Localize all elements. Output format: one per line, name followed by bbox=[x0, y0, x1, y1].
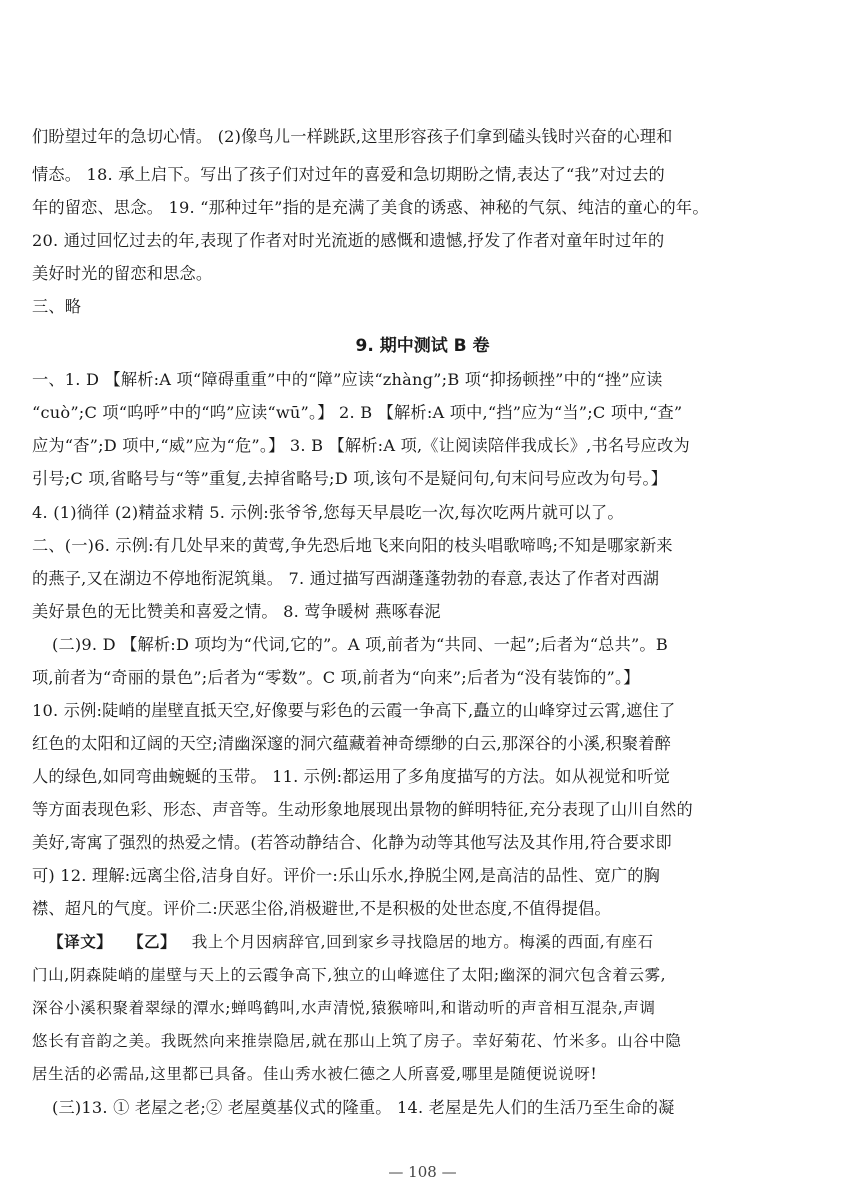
translation-line: 居生活的必需品,这里都已具备。佳山秀水被仁德之人所喜爱,哪里是随便说说呀! bbox=[32, 1065, 598, 1083]
text-line: “cuò”;C 项“呜呼”中的“呜”应读“wū”。】 2. B 【解析:A 项中,“挡”应为“当”;C 项中,“查” bbox=[32, 403, 683, 422]
text-line: 年的留恋、思念。 19. “那种过年”指的是充满了美食的诱惑、神秘的气氛、纯洁的童心的年。 bbox=[32, 198, 709, 217]
translation-text: 我上个月因病辞官,回到家乡寻找隐居的地方。梅溪的西面,有座石 bbox=[191, 933, 654, 951]
text-line: 4. (1)徜徉 (2)精益求精 5. 示例:张爷爷,您每天早晨吃一次,每次吃两片就可以了。 bbox=[32, 503, 624, 522]
translation-line: 深谷小溪积聚着翠绿的潭水;蝉鸣鹤叫,水声清悦,猿猴啼叫,和谐动听的声音相互混杂,声调 bbox=[32, 999, 656, 1017]
text-line: 一、1. D 【解析:A 项“障碍重重”中的“障”应读“zhàng”;B 项“抑扬顿挫”中的“挫”应读 bbox=[32, 370, 663, 389]
text-line: 美好时光的留恋和思念。 bbox=[32, 264, 213, 283]
page-number: — 108 — bbox=[388, 1163, 457, 1181]
translation-line: 悠长有音韵之美。我既然向来推崇隐居,就在那山上筑了房子。幸好菊花、竹米多。山谷中隐 bbox=[32, 1032, 682, 1050]
text-line: 10. 示例:陡峭的崖壁直抵天空,好像要与彩色的云霞一争高下,矗立的山峰穿过云霄,遮住了 bbox=[32, 701, 676, 720]
text-line: 引号;C 项,省略号与“等”重复,去掉省略号;D 项,该句不是疑问句,句末问号应改为句号。】 bbox=[32, 469, 668, 488]
translation-first-line bbox=[48, 931, 822, 953]
text-line: 二、(一)6. 示例:有几处早来的黄莺,争先恐后地飞来向阳的枝头唱歌啼鸣;不知是哪家新来 bbox=[32, 536, 673, 555]
text-line: (三)13. ① 老屋之老;② 老屋奠基仪式的隆重。 14. 老屋是先人们的生活乃至生命的凝 bbox=[52, 1098, 675, 1117]
translation-label: 【译文】 bbox=[48, 932, 113, 951]
text-line: 等方面表现色彩、形态、声音等。生动形象地展现出景物的鲜明特征,充分表现了山川自然的 bbox=[32, 800, 693, 819]
text-line: 的燕子,又在湖边不停地衔泥筑巢。 7. 通过描写西湖蓬蓬勃勃的春意,表达了作者对西湖 bbox=[32, 569, 660, 588]
text-line: 人的绿色,如同弯曲蜿蜒的玉带。 11. 示例:都运用了多角度描写的方法。如从视觉和听觉 bbox=[32, 767, 670, 786]
text-line: 应为“杳”;D 项中,“威”应为“危”。】 3. B 【解析:A 项,《让阅读陪伴我成长》,书名号应改为 bbox=[32, 436, 690, 455]
text-line: 可) 12. 理解:远离尘俗,洁身自好。评价一:乐山乐水,挣脱尘网,是高洁的品性、宽广的胸 bbox=[32, 866, 661, 885]
text-line: 美好景色的无比赞美和喜爱之情。 8. 莺争暖树 燕啄春泥 bbox=[32, 602, 441, 621]
text-line: 情态。 18. 承上启下。写出了孩子们对过年的喜爱和急切期盼之情,表达了“我”对过去的 bbox=[32, 165, 665, 184]
text-line: 美好,寄寓了强烈的热爱之情。(若答动静结合、化静为动等其他写法及其作用,符合要求即 bbox=[32, 833, 672, 852]
text-line: 们盼望过年的急切心情。 (2)像鸟儿一样跳跃,这里形容孩子们拿到磕头钱时兴奋的心理和 bbox=[32, 127, 673, 146]
text-line: (二)9. D 【解析:D 项均为“代词,它的”。A 项,前者为“共同、一起”;后者为“总共”。B bbox=[52, 635, 668, 654]
text-line: 20. 通过回忆过去的年,表现了作者对时光流逝的感慨和遗憾,抒发了作者对童年时过年的 bbox=[32, 231, 665, 250]
text-line: 项,前者为“奇丽的景色”;后者为“零数”。C 项,前者为“向来”;后者为“没有装饰的”。】 bbox=[32, 668, 640, 687]
translation-line: 门山,阴森陡峭的崖壁与天上的云霞争高下,独立的山峰遮住了太阳;幽深的洞穴包含着云雾, bbox=[32, 966, 667, 984]
text-line: 襟、超凡的气度。评价二:厌恶尘俗,消极避世,不是积极的处世态度,不值得提倡。 bbox=[32, 899, 611, 918]
text-line: 三、略 bbox=[32, 297, 82, 316]
translation-tag: 【乙】 bbox=[127, 932, 177, 951]
text-line: 红色的太阳和辽阔的天空;清幽深邃的洞穴蕴藏着神奇缥缈的白云,那深谷的小溪,积聚着醉 bbox=[32, 734, 672, 753]
section-title: 9. 期中测试 B 卷 bbox=[355, 336, 490, 356]
